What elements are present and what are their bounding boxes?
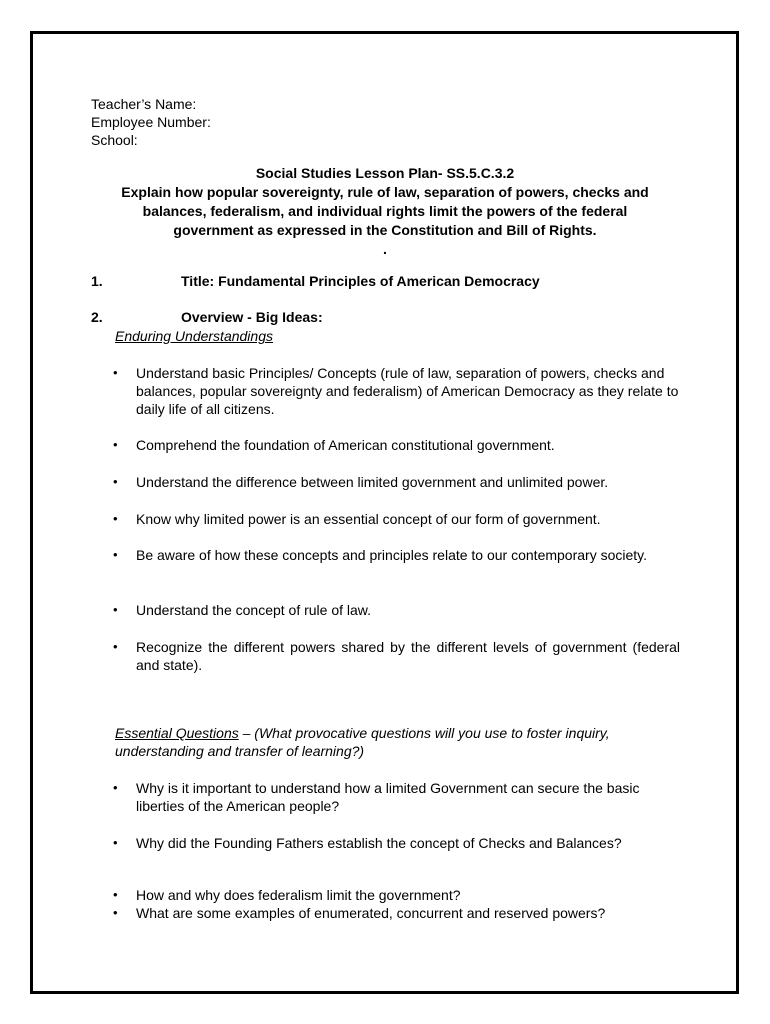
bullet-icon: • <box>113 437 118 452</box>
bullet-icon: • <box>113 835 118 850</box>
standard-line-3: government as expressed in the Constitution and Bill of Rights. <box>173 222 597 238</box>
list-item <box>113 886 680 904</box>
school-label: School: <box>91 132 138 148</box>
section-number: 1. <box>91 273 103 289</box>
list-item <box>113 364 680 418</box>
bullet-icon: • <box>113 547 118 562</box>
bullet-icon: • <box>113 780 118 795</box>
standard-line-2: balances, federalism, and individual rights limit the powers of the federal <box>142 203 628 219</box>
standard-line-1: Explain how popular sovereignty, rule of law, separation of powers, checks and <box>121 184 649 200</box>
bullet-icon: • <box>113 905 118 920</box>
list-item <box>113 510 680 528</box>
list-item-text: Understand the difference between limited government and unlimited power. <box>136 474 609 490</box>
bullet-icon: • <box>113 602 118 617</box>
list-item-text: Know why limited power is an essential concept of our form of government. <box>136 511 601 527</box>
list-item-text: Comprehend the foundation of American constitutional government. <box>136 437 555 453</box>
list-item <box>113 638 680 674</box>
list-item-text: Understand the concept of rule of law. <box>136 602 372 618</box>
standard-line-4: . <box>383 241 387 257</box>
teacher-name-label: Teacher’s Name: <box>91 96 197 112</box>
list-item <box>113 904 680 922</box>
list-item-text: Understand basic Principles/ Concepts (rule of law, separation of powers, checks and balances, popular sovereignty and federalism) of American Democracy as they relate to daily life of all citizens. <box>136 365 679 417</box>
list-item-text: How and why does federalism limit the government? <box>136 887 461 903</box>
list-item <box>113 546 680 564</box>
list-item-text: Be aware of how these concepts and principles relate to our contemporary society. <box>136 547 648 563</box>
list-item <box>113 779 680 815</box>
bullet-icon: • <box>113 474 118 489</box>
list-item-text: Recognize the different powers shared by the different levels of government (federal and state). <box>136 639 680 673</box>
list-item-text: Why did the Founding Fathers establish the concept of Checks and Balances? <box>136 835 622 851</box>
bullet-icon: • <box>113 365 118 380</box>
list-item <box>113 473 680 491</box>
list-item-text: Why is it important to understand how a limited Government can secure the basic liberties of the American people? <box>136 780 640 814</box>
lesson-plan-heading: Social Studies Lesson Plan- SS.5.C.3.2 <box>255 165 515 181</box>
bullet-icon: • <box>113 639 118 654</box>
enduring-understandings-heading: Enduring Understandings <box>115 328 273 344</box>
list-item <box>113 436 680 454</box>
list-item <box>113 834 680 852</box>
essential-questions-intro <box>115 724 685 760</box>
section-title: Overview - Big Ideas: <box>181 309 323 325</box>
section-number: 2. <box>91 309 103 325</box>
essential-questions-prompt: – (What provocative questions will you use to foster inquiry, understanding and transfer of learning?) <box>115 725 610 759</box>
employee-number-label: Employee Number: <box>91 114 211 130</box>
section-title: Title: Fundamental Principles of American Democracy <box>181 273 540 289</box>
list-item-text: What are some examples of enumerated, concurrent and reserved powers? <box>136 905 606 921</box>
lesson-title-block <box>60 164 710 259</box>
essential-questions-heading: Essential Questions <box>115 725 239 741</box>
bullet-icon: • <box>113 887 118 902</box>
list-item <box>113 601 680 619</box>
bullet-icon: • <box>113 511 118 526</box>
